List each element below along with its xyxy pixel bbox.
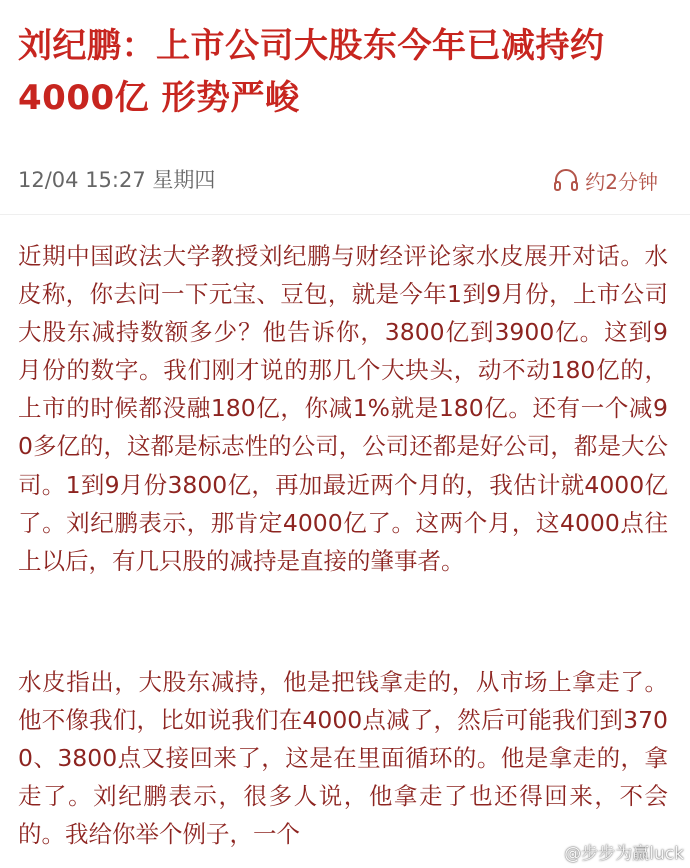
article-meta [18,162,658,198]
article-paragraph-1: 近期中国政法大学教授刘纪鹏与财经评论家水皮展开对话。水皮称，你去问一下元宝、豆包，就是今年1到9月份，上市公司大股东减持数额多少？他告诉你，3800亿到3900亿。这到9月份的数字。我们刚才说的那几个大块头，动不动180亿的，上市的时候都没融180亿，你减1%就是180亿。还有一个减90多亿的，这都是标志性的公司，公司还都是好公司，都是大公司。1到9月份3800亿，再加最近两个月的，我估计就4000亿了。刘纪鹏表示，那肯定4000亿了。这两个月，这4000点往上以后，有几只股的减持是直接的肇事者。 [18,242,668,575]
article-paragraph-2: 水皮指出，大股东减持，他是把钱拿走的，从市场上拿走了。他不像我们，比如说我们在4000点减了，然后可能我们到3700、3800点又接回来了，这是在里面循环的。他是拿走的，拿走了。刘纪鹏表示，很多人说，他拿走了也还得回来，不会的。我给你举个例子，一个 [18,668,668,849]
headphone-icon [553,168,579,192]
watermark [536,839,684,864]
publish-datetime: 12/04 15:27 星期四 [18,168,216,192]
divider [0,214,690,215]
article-title: 刘纪鹏：上市公司大股东今年已减持约4000亿 形势严峻 [18,26,605,118]
listen-button[interactable] [553,162,658,198]
watermark-text: @步步为赢luck [564,844,684,864]
read-time-label: 约2分钟 [585,169,658,194]
weibo-icon [536,842,560,862]
